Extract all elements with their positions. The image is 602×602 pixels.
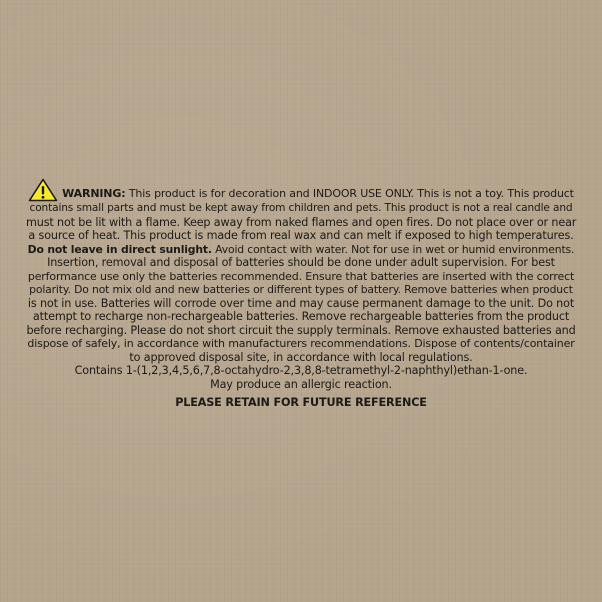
battery-text-line: dispose of safely, in accordance with manufacturers recommendations. Dispose of contents/container: [27, 337, 575, 350]
battery-text-line: to approved disposal site, in accordance with local regulations.: [129, 350, 473, 364]
warning-text-line: contains small parts and must be kept away from children and pets. This product is not a real candle and: [29, 202, 573, 214]
warning-text-line: This product is for decoration and INDOOR USE ONLY. This is not a toy. This product: [128, 187, 574, 200]
warning-heading: WARNING:: [62, 187, 126, 200]
warning-text-line: must not be lit with a flame. Keep away from naked flames and open fires. Do not place over or near: [26, 215, 577, 229]
allergic-line: May produce an allergic reaction.: [210, 377, 392, 391]
battery-text-line: Insertion, removal and disposal of batteries should be done under adult supervision. For best: [47, 256, 555, 269]
sunlight-rest: Avoid contact with water. Not for use in wet or humid environments.: [211, 242, 575, 256]
warning-label: [26, 178, 576, 410]
battery-text-line: polarity. Do not mix old and new batteries or different types of battery. Remove batteries when product: [29, 283, 573, 296]
sunlight-warning: Do not leave in direct sunlight.: [27, 242, 212, 256]
warning-triangle-icon: [28, 178, 58, 202]
warning-text-line: a source of heat. This product is made from real wax and can melt if exposed to high temperatures.: [28, 229, 574, 242]
contains-line: Contains 1-(1,2,3,4,5,6,7,8-octahydro-2,3,8,8-tetramethyl-2-naphthyl)ethan-1-one.: [74, 364, 528, 377]
retain-notice: PLEASE RETAIN FOR FUTURE REFERENCE: [175, 396, 427, 409]
warning-first-line: [26, 178, 576, 202]
battery-text-line: before recharging. Please do not short circuit the supply terminals. Remove exhausted batteries and: [26, 323, 576, 337]
sunlight-line: [26, 243, 576, 257]
battery-text-line: attempt to recharge non-rechargeable batteries. Remove rechargeable batteries from the product: [32, 310, 570, 323]
battery-text-line: performance use only the batteries recommended. Ensure that batteries are inserted with the correct: [27, 269, 575, 283]
battery-text-line: is not in use. Batteries will corrode over time and may cause permanent damage to the unit. Do not: [27, 296, 575, 310]
